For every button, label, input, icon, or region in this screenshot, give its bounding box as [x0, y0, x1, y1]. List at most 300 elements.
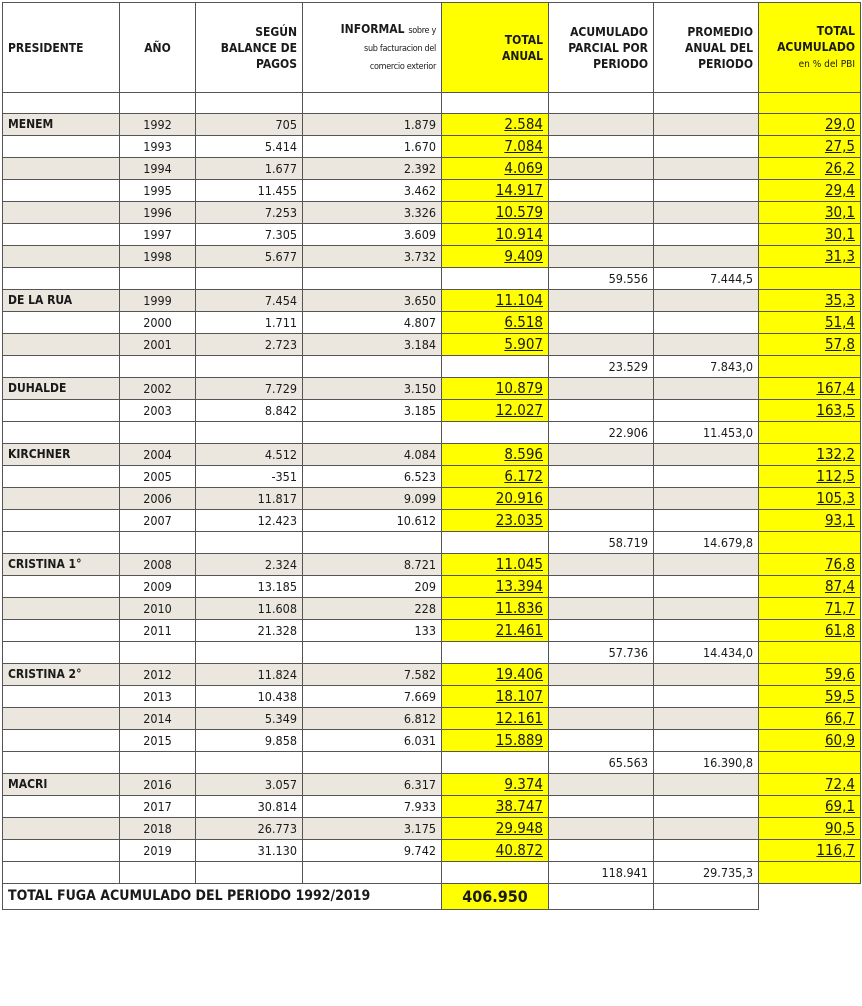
pbi-empty-cell — [759, 862, 861, 884]
pbi-cell — [759, 686, 861, 708]
balance-cell — [196, 576, 303, 598]
total-anual-cell — [442, 840, 549, 862]
year-cell-text: 2014 — [143, 711, 172, 726]
table-row — [3, 664, 861, 686]
informal-cell-text: 4.807 — [403, 315, 436, 330]
balance-cell-text: 30.814 — [257, 799, 297, 814]
informal-cell — [303, 818, 442, 840]
year-cell-text: 2007 — [143, 513, 172, 528]
total-anual-cell-text: 5.907 — [504, 335, 543, 353]
informal-cell — [303, 840, 442, 862]
informal-cell-text: 3.175 — [403, 821, 436, 836]
year-cell — [120, 554, 196, 576]
year-cell — [120, 620, 196, 642]
empty-cell — [303, 862, 442, 884]
empty-cell — [196, 268, 303, 290]
pbi-cell — [759, 378, 861, 400]
header-balance: SEGÚN BALANCE DE PAGOS — [196, 3, 303, 93]
promedio-cell — [654, 576, 759, 598]
pbi-cell-text: 57,8 — [824, 335, 855, 353]
subtotal-row — [3, 422, 861, 444]
subtotal-cell — [549, 642, 654, 664]
promedio-value-cell — [654, 422, 759, 444]
year-cell — [120, 114, 196, 136]
balance-cell-text: 11.817 — [257, 491, 297, 506]
table-row — [3, 818, 861, 840]
informal-cell-text: 3.150 — [403, 381, 436, 396]
empty-cell — [759, 884, 861, 910]
promedio-cell — [654, 180, 759, 202]
total-anual-cell — [442, 400, 549, 422]
empty-cell — [120, 752, 196, 774]
pbi-cell-text: 112,5 — [816, 467, 855, 485]
year-cell-text: 2004 — [143, 447, 172, 462]
informal-cell — [303, 598, 442, 620]
pbi-cell-text: 90,5 — [824, 819, 855, 837]
pbi-cell-text: 105,3 — [816, 489, 855, 507]
header-presidente: PRESIDENTE — [3, 3, 120, 93]
informal-cell — [303, 686, 442, 708]
president-cell — [3, 400, 120, 422]
promedio-cell — [654, 510, 759, 532]
president-name — [3, 774, 120, 796]
year-cell-text: 2011 — [143, 623, 172, 638]
promedio-cell — [654, 686, 759, 708]
total-anual-cell-text: 13.394 — [495, 577, 543, 595]
informal-cell-text: 3.732 — [403, 249, 436, 264]
balance-cell-text: 2.723 — [264, 337, 297, 352]
president-name — [3, 114, 120, 136]
total-anual-cell-text: 20.916 — [495, 489, 543, 507]
pbi-cell — [759, 312, 861, 334]
pbi-cell-text: 31,3 — [824, 247, 855, 265]
president-cell — [3, 708, 120, 730]
empty-cell — [303, 532, 442, 554]
table-row — [3, 620, 861, 642]
table-row — [3, 378, 861, 400]
pbi-cell-text: 35,3 — [824, 291, 855, 309]
informal-cell-text: 228 — [414, 601, 436, 616]
year-cell — [120, 576, 196, 598]
total-anual-cell — [442, 444, 549, 466]
balance-cell — [196, 466, 303, 488]
empty-cell — [120, 642, 196, 664]
president-cell — [3, 796, 120, 818]
president-cell — [3, 466, 120, 488]
balance-cell-text: 5.414 — [264, 139, 297, 154]
promedio-cell — [654, 840, 759, 862]
total-anual-cell — [442, 576, 549, 598]
acumulado-cell — [549, 708, 654, 730]
balance-cell-text: 7.305 — [264, 227, 297, 242]
promedio-cell — [654, 598, 759, 620]
pbi-cell-text: 29,0 — [824, 115, 855, 133]
informal-cell-text: 6.317 — [403, 777, 436, 792]
promedio-cell — [654, 774, 759, 796]
pbi-cell-text: 30,1 — [824, 225, 855, 243]
total-row — [3, 884, 861, 910]
promedio-cell — [654, 202, 759, 224]
informal-cell-text: 1.879 — [403, 117, 436, 132]
promedio-cell — [654, 620, 759, 642]
header-total-anual: TOTAL ANUAL — [442, 3, 549, 93]
informal-cell — [303, 334, 442, 356]
empty-cell — [442, 422, 549, 444]
informal-cell-text: 3.184 — [403, 337, 436, 352]
total-anual-cell-text: 6.172 — [504, 467, 543, 485]
acumulado-cell — [549, 312, 654, 334]
table-row — [3, 224, 861, 246]
informal-cell — [303, 312, 442, 334]
year-cell-text: 2018 — [143, 821, 172, 836]
acumulado-cell — [549, 202, 654, 224]
subtotal-cell — [549, 752, 654, 774]
table-row — [3, 576, 861, 598]
year-cell-text: 1997 — [143, 227, 172, 242]
balance-cell — [196, 136, 303, 158]
total-label — [3, 884, 442, 910]
total-value — [442, 884, 549, 910]
balance-cell — [196, 246, 303, 268]
balance-cell — [196, 840, 303, 862]
year-cell-text: 2009 — [143, 579, 172, 594]
year-cell-text: 2017 — [143, 799, 172, 814]
pbi-cell — [759, 488, 861, 510]
balance-cell-text: 11.455 — [257, 183, 297, 198]
pbi-cell — [759, 180, 861, 202]
pbi-cell — [759, 796, 861, 818]
acumulado-cell — [549, 246, 654, 268]
president-cell — [3, 730, 120, 752]
year-cell — [120, 224, 196, 246]
president-name-text: MACRI — [8, 777, 48, 791]
pbi-cell — [759, 708, 861, 730]
balance-cell-text: 21.328 — [257, 623, 297, 638]
balance-cell-text: 8.842 — [264, 403, 297, 418]
informal-cell-text: 10.612 — [396, 513, 436, 528]
informal-cell — [303, 576, 442, 598]
pbi-cell — [759, 158, 861, 180]
year-cell — [120, 158, 196, 180]
empty-cell — [196, 752, 303, 774]
year-cell — [120, 378, 196, 400]
year-cell-text: 1999 — [143, 293, 172, 308]
president-name-text: DUHALDE — [8, 381, 67, 395]
acumulado-cell — [549, 598, 654, 620]
promedio-value-cell — [654, 862, 759, 884]
promedio-cell — [654, 136, 759, 158]
empty-cell — [3, 356, 120, 378]
pbi-cell-text: 71,7 — [824, 599, 855, 617]
empty-cell — [3, 642, 120, 664]
acumulado-cell — [549, 818, 654, 840]
pbi-cell — [759, 334, 861, 356]
empty-cell — [196, 862, 303, 884]
subtotal-cell-text: 59.556 — [608, 271, 648, 286]
table-row — [3, 290, 861, 312]
balance-cell-text: 9.858 — [264, 733, 297, 748]
empty-cell — [120, 268, 196, 290]
informal-cell-text: 3.326 — [403, 205, 436, 220]
empty-cell — [120, 532, 196, 554]
pbi-cell — [759, 840, 861, 862]
pbi-cell-text: 59,5 — [824, 687, 855, 705]
promedio-cell — [654, 246, 759, 268]
total-anual-cell-text: 12.161 — [495, 709, 543, 727]
table-row — [3, 840, 861, 862]
subtotal-cell-text: 65.563 — [608, 755, 648, 770]
subtotal-cell — [549, 356, 654, 378]
informal-cell — [303, 224, 442, 246]
informal-cell-text: 7.933 — [403, 799, 436, 814]
balance-cell — [196, 444, 303, 466]
acumulado-cell — [549, 686, 654, 708]
pbi-cell-text: 66,7 — [824, 709, 855, 727]
informal-cell — [303, 444, 442, 466]
pbi-cell — [759, 400, 861, 422]
balance-cell-text: 11.608 — [257, 601, 297, 616]
pbi-cell — [759, 246, 861, 268]
empty-cell — [303, 422, 442, 444]
subtotal-cell-text: 118.941 — [601, 865, 648, 880]
acumulado-cell — [549, 378, 654, 400]
total-anual-cell-text: 19.406 — [495, 665, 543, 683]
president-name-text: KIRCHNER — [8, 447, 71, 461]
acumulado-cell — [549, 510, 654, 532]
empty-cell — [120, 422, 196, 444]
pbi-cell — [759, 554, 861, 576]
informal-cell — [303, 202, 442, 224]
year-cell-text: 2003 — [143, 403, 172, 418]
total-anual-cell — [442, 598, 549, 620]
president-cell — [3, 840, 120, 862]
balance-cell-text: 31.130 — [257, 843, 297, 858]
total-anual-cell-text: 29.948 — [495, 819, 543, 837]
balance-cell-text: 11.824 — [257, 667, 297, 682]
balance-cell-text: 5.349 — [264, 711, 297, 726]
year-cell — [120, 136, 196, 158]
promedio-cell — [654, 114, 759, 136]
empty-cell — [549, 884, 654, 910]
acumulado-cell — [549, 114, 654, 136]
total-anual-cell — [442, 774, 549, 796]
promedio-value-cell — [654, 642, 759, 664]
pbi-cell-text: 116,7 — [816, 841, 855, 859]
table-row — [3, 488, 861, 510]
header-promedio: PROMEDIO ANUAL DEL PERIODO — [654, 3, 759, 93]
total-anual-cell-text: 11.045 — [495, 555, 543, 573]
pbi-empty-cell — [759, 532, 861, 554]
informal-cell — [303, 488, 442, 510]
table-row — [3, 444, 861, 466]
table-row — [3, 136, 861, 158]
year-cell — [120, 774, 196, 796]
year-cell — [120, 818, 196, 840]
table-row — [3, 334, 861, 356]
president-cell — [3, 224, 120, 246]
year-cell-text: 2000 — [143, 315, 172, 330]
president-cell — [3, 312, 120, 334]
table-row — [3, 246, 861, 268]
balance-cell-text: 4.512 — [264, 447, 297, 462]
informal-cell-text: 7.582 — [403, 667, 436, 682]
empty-cell — [303, 642, 442, 664]
balance-cell — [196, 664, 303, 686]
balance-cell — [196, 400, 303, 422]
balance-cell-text: -351 — [271, 469, 297, 484]
total-anual-cell-text: 18.107 — [495, 687, 543, 705]
pbi-cell-text: 72,4 — [824, 775, 855, 793]
total-anual-cell — [442, 554, 549, 576]
balance-cell-text: 13.185 — [257, 579, 297, 594]
balance-cell — [196, 290, 303, 312]
acumulado-cell — [549, 136, 654, 158]
acumulado-cell — [549, 840, 654, 862]
balance-cell — [196, 730, 303, 752]
total-anual-cell — [442, 730, 549, 752]
promedio-value-cell-text: 14.434,0 — [702, 645, 753, 660]
president-name-text: DE LA RUA — [8, 293, 73, 307]
balance-cell — [196, 554, 303, 576]
year-cell — [120, 334, 196, 356]
informal-cell-text: 3.462 — [403, 183, 436, 198]
balance-cell — [196, 686, 303, 708]
empty-cell — [196, 532, 303, 554]
informal-cell — [303, 290, 442, 312]
total-anual-cell-text: 8.596 — [504, 445, 543, 463]
total-anual-cell — [442, 664, 549, 686]
subtotal-cell-text: 58.719 — [608, 535, 648, 550]
informal-cell-text: 2.392 — [403, 161, 436, 176]
pbi-cell-text: 27,5 — [824, 137, 855, 155]
total-anual-cell-text: 10.879 — [495, 379, 543, 397]
balance-cell-text: 2.324 — [264, 557, 297, 572]
president-cell — [3, 180, 120, 202]
promedio-value-cell-text: 7.444,5 — [710, 271, 753, 286]
acumulado-cell — [549, 224, 654, 246]
informal-cell-text: 209 — [414, 579, 436, 594]
promedio-cell — [654, 334, 759, 356]
balance-cell — [196, 180, 303, 202]
promedio-value-cell-text: 29.735,3 — [702, 865, 753, 880]
promedio-cell — [654, 444, 759, 466]
informal-cell — [303, 796, 442, 818]
president-cell — [3, 334, 120, 356]
total-label-text: TOTAL FUGA ACUMULADO DEL PERIODO 1992/2019 — [8, 888, 371, 904]
total-anual-cell-text: 11.836 — [495, 599, 543, 617]
pbi-cell — [759, 224, 861, 246]
table-row — [3, 554, 861, 576]
total-anual-cell-text: 10.579 — [495, 203, 543, 221]
year-cell — [120, 444, 196, 466]
empty-cell — [196, 642, 303, 664]
balance-cell — [196, 114, 303, 136]
promedio-cell — [654, 554, 759, 576]
balance-cell — [196, 774, 303, 796]
pbi-cell-text: 59,6 — [824, 665, 855, 683]
year-cell-text: 2019 — [143, 843, 172, 858]
pbi-empty-cell — [759, 422, 861, 444]
pbi-cell — [759, 620, 861, 642]
table-row — [3, 180, 861, 202]
subtotal-row — [3, 752, 861, 774]
total-anual-cell-text: 6.518 — [504, 313, 543, 331]
balance-cell-text: 5.677 — [264, 249, 297, 264]
acumulado-cell — [549, 488, 654, 510]
promedio-cell — [654, 466, 759, 488]
balance-cell — [196, 598, 303, 620]
total-anual-cell-text: 4.069 — [504, 159, 543, 177]
total-anual-cell — [442, 818, 549, 840]
year-cell — [120, 686, 196, 708]
informal-cell — [303, 400, 442, 422]
table-row — [3, 466, 861, 488]
pbi-cell — [759, 664, 861, 686]
balance-cell — [196, 334, 303, 356]
pbi-cell — [759, 730, 861, 752]
year-cell-text: 1995 — [143, 183, 172, 198]
pbi-cell-text: 29,4 — [824, 181, 855, 199]
year-cell — [120, 180, 196, 202]
subtotal-cell-text: 23.529 — [608, 359, 648, 374]
acumulado-cell — [549, 576, 654, 598]
total-anual-cell — [442, 136, 549, 158]
informal-cell — [303, 114, 442, 136]
acumulado-cell — [549, 796, 654, 818]
promedio-cell — [654, 312, 759, 334]
acumulado-cell — [549, 400, 654, 422]
pbi-cell — [759, 444, 861, 466]
total-anual-cell-text: 12.027 — [495, 401, 543, 419]
total-anual-cell-text: 2.584 — [504, 115, 543, 133]
informal-cell-text: 8.721 — [403, 557, 436, 572]
year-cell — [120, 312, 196, 334]
subtotal-cell — [549, 532, 654, 554]
informal-cell — [303, 180, 442, 202]
president-name — [3, 444, 120, 466]
subtotal-cell-text: 22.906 — [608, 425, 648, 440]
informal-cell-text: 3.650 — [403, 293, 436, 308]
year-cell-text: 2013 — [143, 689, 172, 704]
promedio-value-cell — [654, 268, 759, 290]
balance-cell-text: 10.438 — [257, 689, 297, 704]
year-cell — [120, 796, 196, 818]
balance-cell-text: 7.253 — [264, 205, 297, 220]
promedio-cell — [654, 158, 759, 180]
pbi-cell-text: 69,1 — [824, 797, 855, 815]
balance-cell — [196, 202, 303, 224]
empty-cell — [654, 884, 759, 910]
informal-cell — [303, 136, 442, 158]
pbi-cell-text: 76,8 — [824, 555, 855, 573]
promedio-value-cell — [654, 752, 759, 774]
informal-cell — [303, 246, 442, 268]
year-cell-text: 2006 — [143, 491, 172, 506]
pbi-cell-text: 132,2 — [816, 445, 855, 463]
informal-cell — [303, 510, 442, 532]
total-value-text: 406.950 — [462, 887, 528, 906]
acumulado-cell — [549, 664, 654, 686]
empty-cell — [442, 752, 549, 774]
empty-cell — [120, 356, 196, 378]
year-cell — [120, 510, 196, 532]
table-row — [3, 400, 861, 422]
header-informal: INFORMAL sobre y sub facturacion del comercio exterior — [303, 3, 442, 93]
informal-cell-text: 4.084 — [403, 447, 436, 462]
informal-cell-text: 6.812 — [403, 711, 436, 726]
balance-cell — [196, 796, 303, 818]
total-anual-cell — [442, 312, 549, 334]
